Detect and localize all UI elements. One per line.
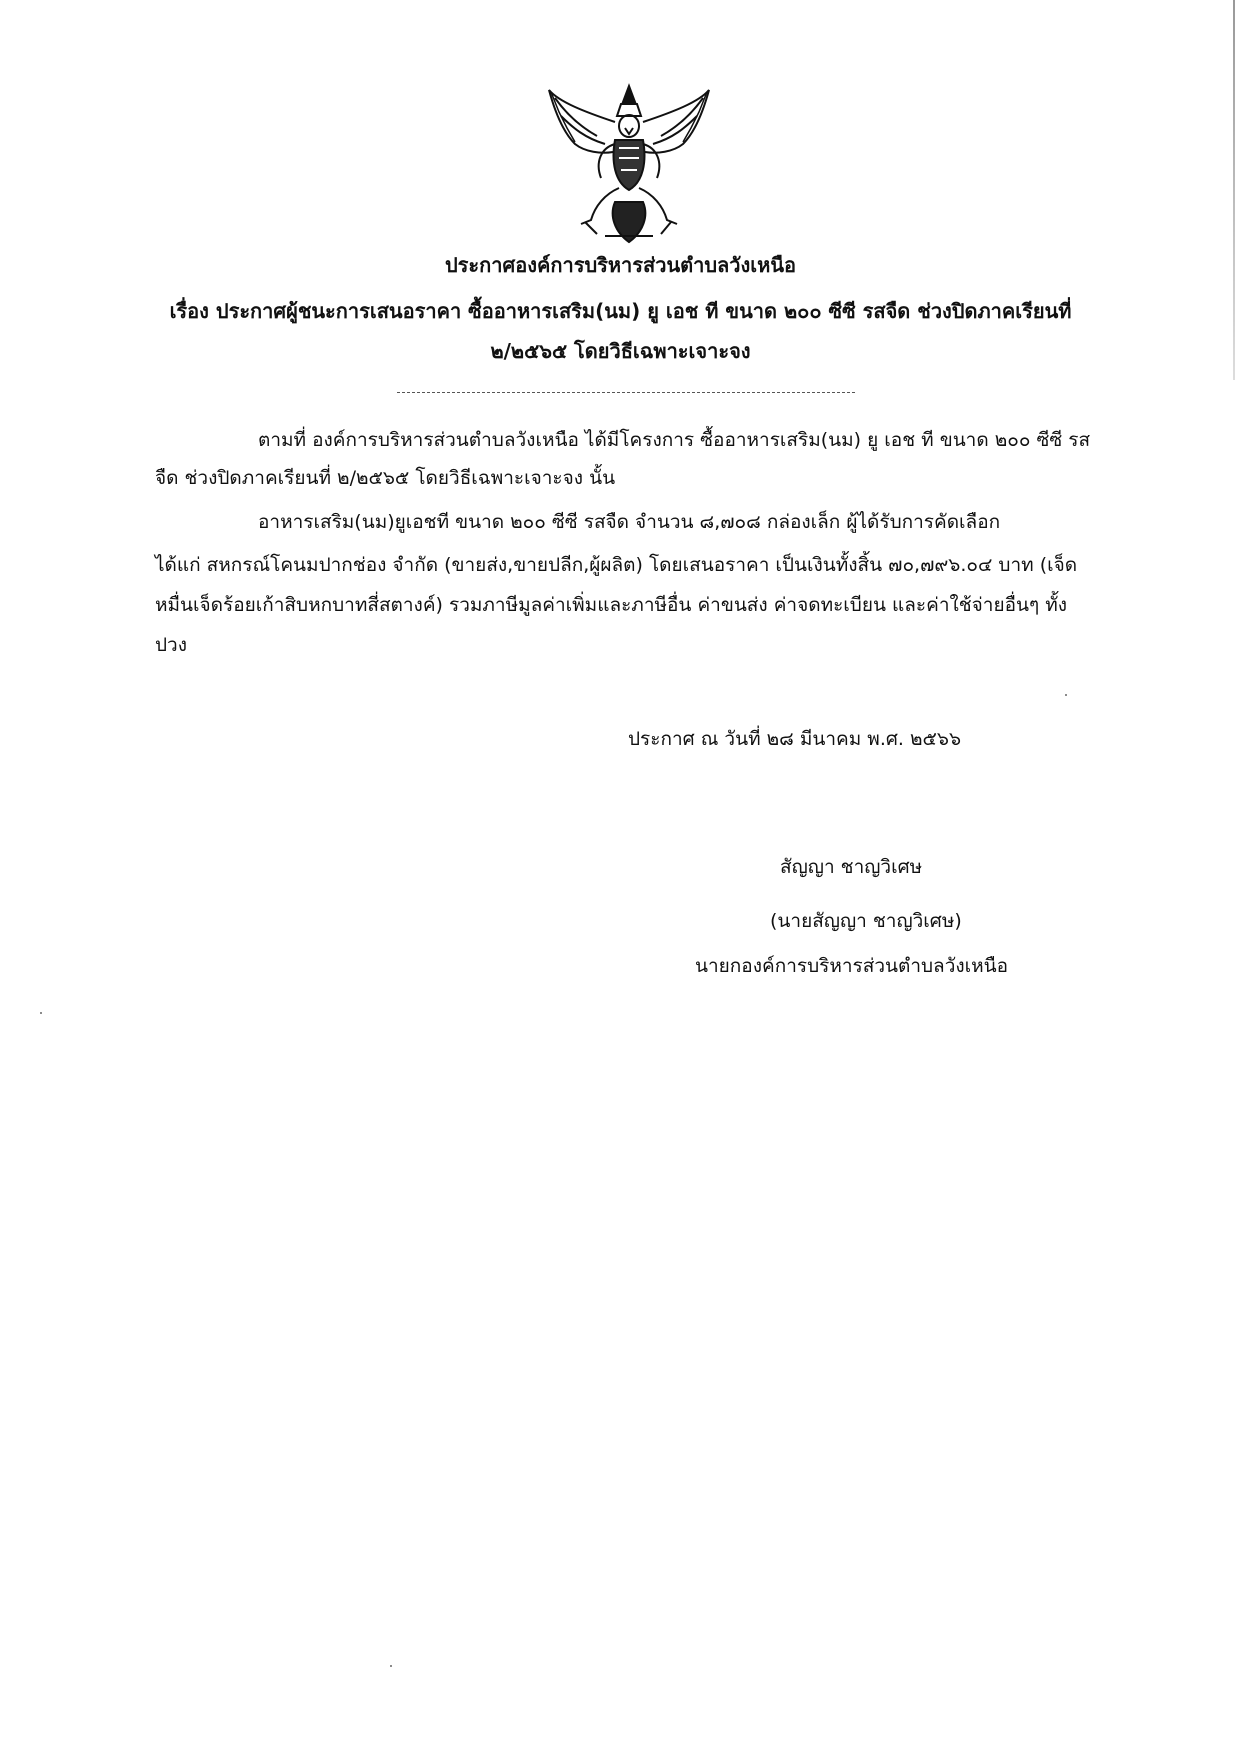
scan-edge xyxy=(1233,0,1235,380)
announcement-date: ประกาศ ณ วันที่ ๒๘ มีนาคม พ.ศ. ๒๕๖๖ xyxy=(628,728,962,750)
garuda-emblem-icon xyxy=(545,82,713,248)
signature: สัญญา ชาญวิเศษ xyxy=(780,856,923,878)
header-title: ประกาศองค์การบริหารส่วนตำบลวังเหนือ xyxy=(444,253,797,277)
body-paragraph-1-line-2: จืด ช่วงปิดภาคเรียนที่ ๒/๒๕๖๕ โดยวิธีเฉพาะเจาะจง นั้น xyxy=(155,467,616,489)
signatory-name: (นายสัญญา ชาญวิเศษ) xyxy=(770,910,962,932)
scan-speck xyxy=(1065,694,1067,696)
body-paragraph-2-line-3: หมื่นเจ็ดร้อยเก้าสิบหกบาทสี่สตางค์) รวมภาษีมูลค่าเพิ่มและภาษีอื่น ค่าขนส่ง ค่าจดทะเบียน และค่าใช้จ่ายอื่นๆ ทั้ง xyxy=(155,594,1068,616)
divider xyxy=(397,392,855,393)
body-paragraph-2-line-4: ปวง xyxy=(155,634,188,656)
header-subject: เรื่อง ประกาศผู้ชนะการเสนอราคา ซื้ออาหารเสริม(นม) ยู เอช ที ขนาด ๒๐๐ ซีซี รสจืด ช่วงปิดภาคเรียนที่ xyxy=(169,299,1072,323)
body-paragraph-1-line-1: ตามที่ องค์การบริหารส่วนตำบลวังเหนือ ได้มีโครงการ ซื้ออาหารเสริม(นม) ยู เอช ที ขนาด ๒๐๐ ซีซี รส xyxy=(258,429,1091,451)
scan-speck xyxy=(390,1665,392,1667)
scan-speck xyxy=(40,1012,42,1014)
body-paragraph-2-line-2: ได้แก่ สหกรณ์โคนมปากช่อง จำกัด (ขายส่ง,ขายปลีก,ผู้ผลิต) โดยเสนอราคา เป็นเงินทั้งสิ้น ๗๐,๗๙๖.๐๔ บาท (เจ็ด xyxy=(155,554,1078,576)
header-subject-cont: ๒/๒๕๖๕ โดยวิธีเฉพาะเจาะจง xyxy=(490,339,751,363)
body-paragraph-2-line-1: อาหารเสริม(นม)ยูเอชที ขนาด ๒๐๐ ซีซี รสจืด จำนวน ๘,๗๐๘ กล่องเล็ก ผู้ได้รับการคัดเลือก xyxy=(258,511,1001,533)
signatory-position: นายกองค์การบริหารส่วนตำบลวังเหนือ xyxy=(695,955,1009,977)
